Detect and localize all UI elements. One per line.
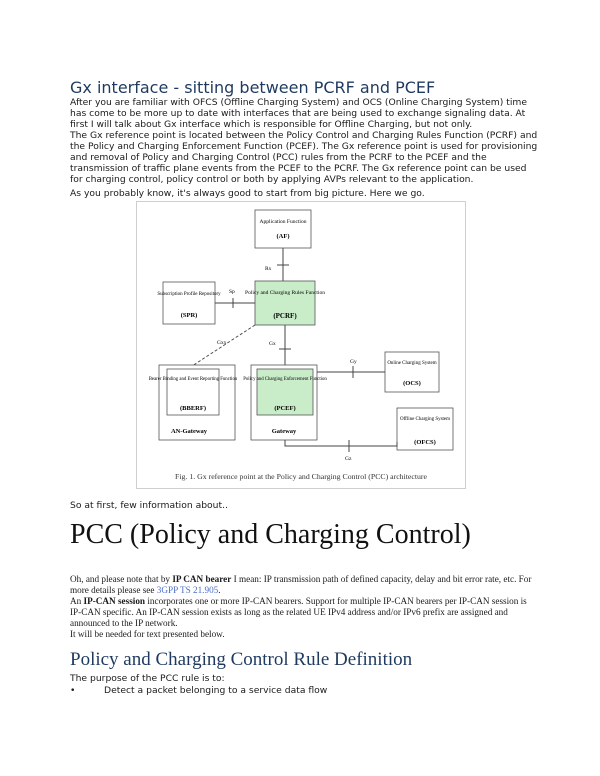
purpose-text: The purpose of the PCC rule is to:	[70, 673, 225, 684]
spr-name: Subscription Profile Repository	[157, 292, 221, 297]
intro-paragraph: After you are familiar with OFCS (Offline Charging System) and OCS (Online Charging System) time has come to be more up to date with interfaces that are being used to exchange signaling data. At first I will talk about Gx interface which is responsible for Offline Charging, but not only.	[70, 97, 528, 130]
bberf-abbr: (BBERF)	[180, 405, 206, 412]
gxx-label: Gxx	[217, 340, 227, 346]
an-gateway-label: AN-Gateway	[170, 428, 208, 435]
bullet-text: Detect a packet belonging to a service data flow	[104, 685, 328, 696]
gx-description-paragraph: The Gx reference point is located between the Policy Control and Charging Rules Function (PCRF) and the Policy and Charging Enforcement Function (PCEF). The Gx reference point is used for provisioning and removal of Policy and Charging Control (PCC) rules from the PCRF to the PCEF and the transmission of traffic plane events from the PCEF to the PCRF. The Gx reference point can be used for charging control, policy control or both by applying AVPs relevant to the application.	[70, 130, 538, 185]
ocs-name: Online Charging System	[387, 361, 437, 366]
s1-end: .	[218, 585, 221, 595]
ocs-abbr: (OCS)	[403, 380, 421, 387]
pcc-diagram	[137, 202, 465, 470]
big-picture-paragraph: As you probably know, it's always good to start from big picture. Here we go.	[70, 188, 425, 199]
page-heading: Gx interface - sitting between PCRF and PCEF	[70, 78, 436, 97]
gy-label: Gy	[350, 359, 357, 365]
s1-pre: Oh, and please note that by	[70, 574, 173, 584]
ofcs-name: Offline Charging System	[399, 417, 451, 422]
rx-label: Rx	[265, 266, 272, 272]
intro-few-info: So at first, few information about..	[70, 500, 228, 511]
ip-can-session-paragraph	[70, 596, 540, 629]
af-abbr: (AF)	[276, 233, 290, 240]
ip-can-bearer-term: IP CAN bearer	[172, 574, 232, 584]
s2-pre: An	[70, 596, 84, 606]
rule-definition-title: Policy and Charging Control Rule Definition	[70, 649, 413, 670]
pcef-name: Policy and Charging Enforcement Function	[243, 377, 327, 382]
pcef-abbr: (PCEF)	[274, 405, 296, 412]
pcc-architecture-figure	[136, 201, 466, 489]
af-name: Application Function	[259, 219, 307, 225]
needed-note: It will be needed for text presented below.	[70, 629, 225, 639]
spr-abbr: (SPR)	[180, 312, 198, 319]
gx-label: Gx	[269, 341, 276, 347]
pcrf-abbr: (PCRF)	[273, 312, 297, 320]
spec-link[interactable]: 3GPP TS 21.905	[156, 585, 219, 595]
ip-can-bearer-paragraph	[70, 574, 540, 596]
ofcs-abbr: (OFCS)	[414, 439, 436, 446]
sp-label: Sp	[229, 289, 235, 295]
pcrf-name: Policy and Charging Rules Function	[245, 290, 325, 296]
gz-label: Gz	[345, 456, 352, 462]
s1-post: I mean: IP transmission path of defined capacity, delay and bit error rate, etc. For more details please see	[70, 574, 532, 595]
ip-can-session-term: IP-CAN session	[83, 596, 146, 606]
figure-caption: Fig. 1. Gx reference point at the Policy and Charging Control (PCC) architecture	[175, 472, 427, 481]
s2-post: incorporates one or more IP-CAN bearers. Support for multiple IP-CAN bearers per IP-CAN session is IP-CAN specific. An IP-CAN session exists as long as the related UE IPv4 address and/or IPv6 prefix are assigned and announced to the IP network.	[70, 596, 527, 628]
pcc-section-title: PCC (Policy and Charging Control)	[70, 519, 471, 550]
bullet-dot: •	[70, 685, 76, 696]
gateway-label: Gateway	[271, 428, 297, 435]
af-box	[255, 210, 311, 248]
bberf-name: Bearer Binding and Event Reporting Function	[148, 377, 238, 382]
